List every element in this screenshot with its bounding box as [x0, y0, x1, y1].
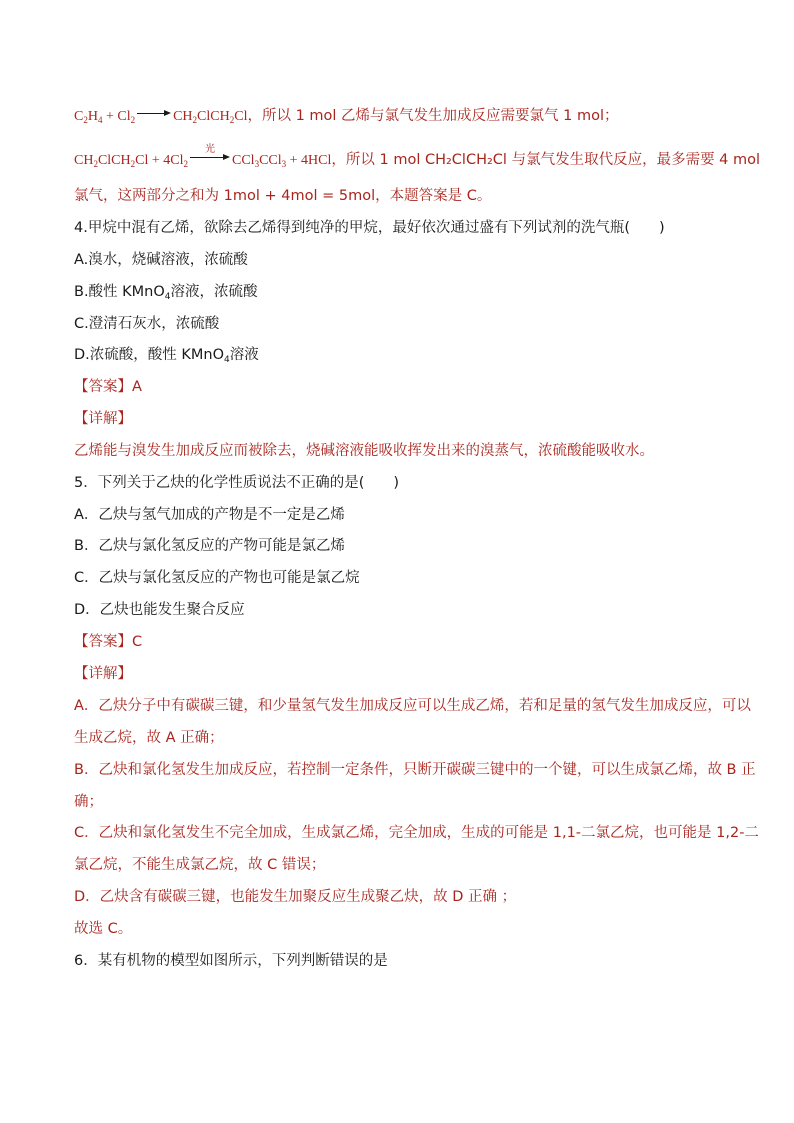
option-b-prefix: B.酸性 KMnO: [74, 284, 165, 300]
question-4-option-b: B.酸性 KMnO$_4$溶液，浓硫酸: [74, 284, 258, 302]
equation-addition-line: [74, 106, 734, 127]
question-5-detail-c-line1: C．乙炔和氯化氢发生不完全加成，生成氯乙烯，完全加成，生成的可能是 1,1-二氯乙烷，也可能是 1,2-二: [74, 825, 759, 841]
reaction-arrow-light: [190, 144, 230, 163]
equation-addition-text: ，所以 1 mol 乙烯与氯气发生加成反应需要氯气 1 mol；: [247, 108, 619, 124]
question-5-detail-a-line1: A．乙炔分子中有碳碳三键，和少量氢气发生加成反应可以生成乙烯，若和足量的氢气发生加成反应，可以: [74, 698, 751, 714]
question-5-detail-label: 【详解】: [74, 666, 132, 682]
reaction-arrow: [137, 107, 171, 119]
option-b-suffix: 溶液，浓硫酸: [170, 284, 258, 300]
question-5-option-d: D．乙炔也能发生聚合反应: [74, 602, 245, 618]
equation-addition: $C_2H_4 + Cl_2$ $CH_2ClCH_2Cl$: [74, 109, 248, 125]
question-4-detail-text: 乙烯能与溴发生加成反应而被除去，烧碱溶液能吸收挥发出来的溴蒸气，浓硫酸能吸收水。: [74, 443, 654, 459]
reaction-condition: 光: [205, 144, 215, 155]
equation-substitution-line: [74, 144, 761, 171]
question-4-option-d: D.浓硫酸，酸性 KMnO$_4$溶液: [74, 347, 259, 365]
question-4-stem: 4.甲烷中混有乙烯，欲除去乙烯得到纯净的甲烷，最好依次通过盛有下列试剂的洗气瓶( ): [74, 220, 665, 236]
explanation-conclusion: 氯气，这两部分之和为 1mol + 4mol = 5mol，本题答案是 C。: [74, 188, 492, 204]
question-5-detail-b-line2: 确；: [74, 794, 103, 810]
option-d-suffix: 溶液: [229, 347, 259, 363]
question-5-option-c: C．乙炔与氯化氢反应的产物也可能是氯乙烷: [74, 570, 360, 586]
question-5-detail-c-line2: 氯乙烷，不能生成氯乙烷，故 C 错误；: [74, 857, 326, 873]
question-6-stem: 6．某有机物的模型如图所示，下列判断错误的是: [74, 953, 388, 969]
question-4-option-a: A.溴水，烧碱溶液，浓硫酸: [74, 252, 248, 268]
question-5-detail-b-line1: B．乙炔和氯化氢发生加成反应，若控制一定条件，只断开碳碳三键中的一个键，可以生成氯乙烯，故 B 正: [74, 762, 756, 778]
option-d-prefix: D.浓硫酸，酸性 KMnO: [74, 347, 225, 363]
question-5-conclusion: 故选 C。: [74, 921, 133, 937]
question-5-answer: 【答案】C: [74, 634, 143, 650]
question-5-detail-a-line2: 生成乙烷，故 A 正确；: [74, 730, 224, 746]
question-5-option-a: A．乙炔与氢气加成的产物是不一定是乙烯: [74, 507, 345, 523]
question-5-option-b: B．乙炔与氯化氢反应的产物可能是氯乙烯: [74, 538, 345, 554]
equation-substitution-text: ，所以 1 mol CH₂ClCH₂Cl 与氯气发生取代反应，最多需要 4 mol: [331, 152, 761, 168]
equation-substitution: $CH_2ClCH_2Cl + 4Cl_2$ 光 CCl$_3$CCl$_3$ + 4HCl: [74, 153, 331, 168]
question-4-option-c: C.澄清石灰水，浓硫酸: [74, 316, 220, 332]
question-5-detail-d: D．乙炔含有碳碳三键，也能发生加聚反应生成聚乙炔，故 D 正确 ；: [74, 889, 517, 905]
question-5-stem: 5．下列关于乙炔的化学性质说法不正确的是( ): [74, 475, 400, 491]
question-4-detail-label: 【详解】: [74, 411, 132, 427]
question-4-answer: 【答案】A: [74, 379, 142, 395]
